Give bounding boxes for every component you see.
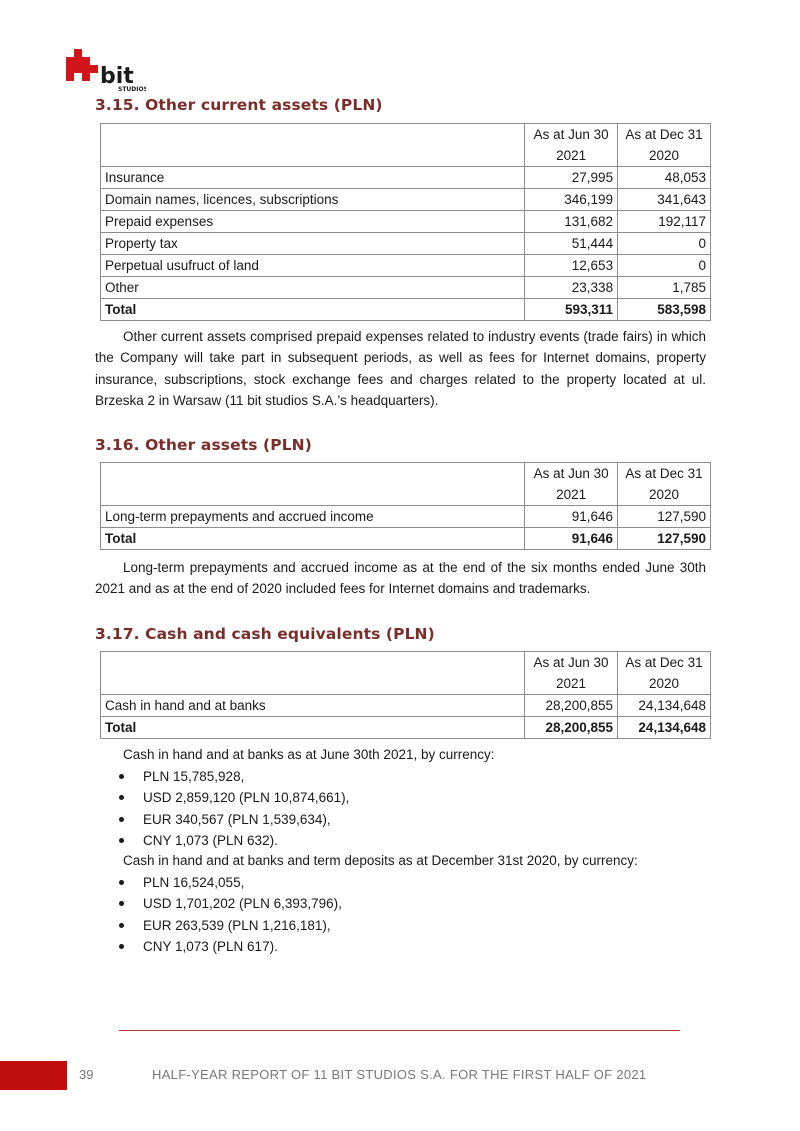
footer-divider (119, 1030, 680, 1031)
table-total-row: Total 593,311 583,598 (101, 299, 711, 321)
section-heading-3-16: 3.16. Other assets (PLN) (95, 436, 312, 454)
table-row: Insurance 27,995 48,053 (101, 167, 711, 189)
table-row: Long-term prepayments and accrued income 91,646 127,590 (101, 506, 711, 528)
table-row: Prepaid expenses 131,682 192,117 (101, 211, 711, 233)
table-row: Perpetual usufruct of land 12,653 0 (101, 255, 711, 277)
table-row: Other 23,338 1,785 (101, 277, 711, 299)
section-heading-3-17: 3.17. Cash and cash equivalents (PLN) (95, 625, 435, 643)
logo-mark-icon (66, 49, 146, 93)
bullet-icon (119, 817, 124, 822)
paragraph-other-assets: Long-term prepayments and accrued income as at the end of the six months ended June 30th 2021 and as at the end of 2020 included fees for Internet domains and trademarks. (95, 560, 706, 597)
page-number: 39 (79, 1067, 94, 1082)
list-item: USD 1,701,202 (PLN 6,393,796), (119, 893, 342, 914)
table-header-blank (101, 463, 525, 506)
table-row: Domain names, licences, subscriptions 346,199 341,643 (101, 189, 711, 211)
bullet-icon (119, 944, 124, 949)
column-header-jun-2021: As at Jun 30 2021 (525, 124, 618, 167)
currency-list-2021 (119, 766, 349, 851)
list-item: CNY 1,073 (PLN 617). (119, 936, 342, 957)
logo-subtext: STUDIOS (118, 86, 146, 93)
table-row: Property tax 51,444 0 (101, 233, 711, 255)
footer-text: HALF-YEAR REPORT OF 11 BIT STUDIOS S.A. FOR THE FIRST HALF OF 2021 (152, 1067, 647, 1082)
list-item: CNY 1,073 (PLN 632). (119, 830, 349, 851)
table-header-blank (101, 124, 525, 167)
list-item: USD 2,859,120 (PLN 10,874,661), (119, 787, 349, 808)
footer-accent-block (0, 1061, 67, 1090)
list-item: EUR 263,539 (PLN 1,216,181), (119, 915, 342, 936)
cash-intro-2020: Cash in hand and at banks and term deposits as at December 31st 2020, by currency: (123, 853, 638, 868)
currency-list-2020 (119, 872, 342, 957)
other-assets-table (100, 462, 711, 550)
bullet-icon (119, 838, 124, 843)
list-item: PLN 16,524,055, (119, 872, 342, 893)
table-total-row: Total 28,200,855 24,134,648 (101, 717, 711, 739)
column-header-jun-2021: As at Jun 30 2021 (525, 652, 618, 695)
section-heading-3-15: 3.15. Other current assets (PLN) (95, 96, 383, 114)
bullet-icon (119, 923, 124, 928)
bullet-icon (119, 795, 124, 800)
other-current-assets-table (100, 123, 711, 321)
table-row: Cash in hand and at banks 28,200,855 24,134,648 (101, 695, 711, 717)
bullet-icon (119, 880, 124, 885)
list-item: PLN 15,785,928, (119, 766, 349, 787)
table-header-blank (101, 652, 525, 695)
company-logo (66, 49, 146, 93)
list-item: EUR 340,567 (PLN 1,539,634), (119, 809, 349, 830)
column-header-dec-2020: As at Dec 31 2020 (618, 124, 711, 167)
paragraph-other-current-assets: Other current assets comprised prepaid expenses related to industry events (trade fairs) in which the Company will take part in subsequent periods, as well as fees for Internet domains, property insurance, subscriptions, stock exchange fees and charges related to the property located at ul. Brzeska 2 in Warsaw (11 bit studios S.A.’s headquarters). (95, 329, 706, 408)
column-header-jun-2021: As at Jun 30 2021 (525, 463, 618, 506)
column-header-dec-2020: As at Dec 31 2020 (618, 463, 711, 506)
cash-intro-2021: Cash in hand and at banks as at June 30th 2021, by currency: (123, 747, 495, 762)
bullet-icon (119, 774, 124, 779)
bullet-icon (119, 901, 124, 906)
table-total-row: Total 91,646 127,590 (101, 528, 711, 550)
column-header-dec-2020: As at Dec 31 2020 (618, 652, 711, 695)
logo-text: bit (100, 64, 134, 89)
cash-equivalents-table (100, 651, 711, 739)
